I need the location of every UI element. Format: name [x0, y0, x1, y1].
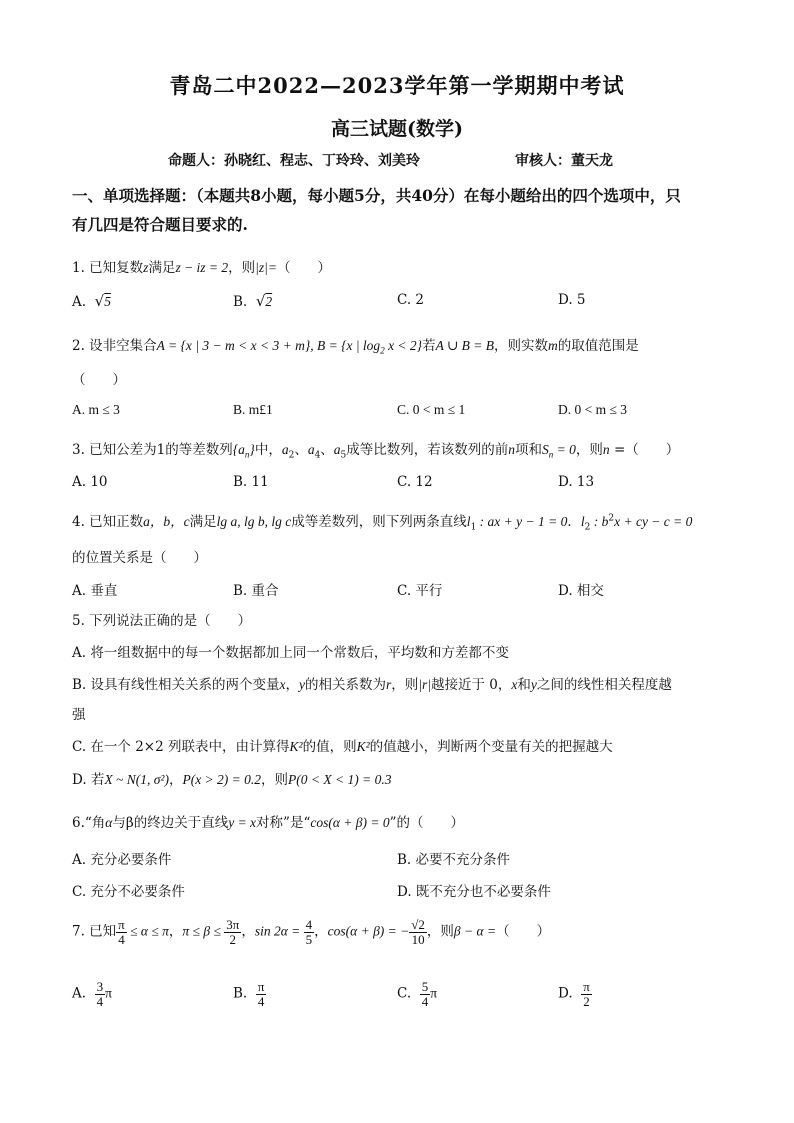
q5-d-dist: X ~ N(1, σ²) [104, 772, 169, 787]
pi: π [430, 985, 438, 1001]
q6-text: 对称”是“ [256, 815, 311, 831]
q2-option-d[interactable]: D. 0 < m ≤ 3 [558, 402, 628, 417]
option-fraction [95, 980, 106, 1008]
q4-logs: lg a, lg b, lg c [216, 514, 292, 529]
question-6 [72, 811, 464, 831]
q6-line: y = x [228, 815, 257, 830]
q6-option-d[interactable]: D. 既不充分也不必要条件 [397, 884, 551, 900]
pi: π [105, 985, 112, 1001]
exam-subtitle: 高三试题(数学) [331, 118, 463, 140]
section-heading-line1: 一、单项选择题：（本题共8小题，每小题5分，共40分）在每小题给出的四个选项中，只 [72, 186, 681, 205]
q3-text: 项和 [515, 442, 543, 458]
q3-seq-sub: n [244, 449, 250, 460]
q4-l1: l [466, 514, 471, 529]
q1-text: ，则 [228, 260, 256, 276]
sqrt-icon: √ [94, 292, 105, 310]
q7-fraction [224, 918, 241, 946]
q3-option-b[interactable]: B. 11 [233, 474, 269, 490]
option-letter: A. [72, 294, 87, 310]
q5-d-text: D. 若 [72, 772, 105, 788]
q5-b-text: B. 设具有线性相关关系的两个变量 [72, 677, 280, 693]
option-fraction [420, 980, 431, 1008]
q4-l2-sub: 2 [584, 522, 591, 533]
numerator: 3 [96, 979, 104, 994]
q5-b-abs-r: |r| [418, 677, 431, 692]
q1-text: 1. 已知复数 [72, 260, 144, 276]
numerator: 5 [421, 979, 429, 994]
q4-l2-eq-end: x + cy − c = 0 [614, 514, 693, 529]
q7-option-a[interactable] [72, 980, 112, 1008]
q5-b-text: 越接近于 0， [430, 677, 512, 693]
exam-title: 青岛二中2022—2023学年第一学期期中考试 [169, 73, 625, 98]
q2-text: ，则实数 [494, 338, 548, 354]
q7-option-d[interactable] [558, 980, 592, 1008]
q5-b-x: x [511, 677, 518, 692]
question-5: 5. 下列说法正确的是（ ） [72, 613, 252, 629]
denominator: 2 [229, 931, 237, 947]
q5-b-text: 之间的线性相关程度越 [536, 677, 672, 693]
q1-option-a[interactable] [72, 292, 111, 310]
option-fraction [256, 980, 267, 1008]
numerator: 4 [305, 917, 313, 932]
q5-d-prob: P(0 < X < 1) = 0.3 [288, 772, 392, 787]
q3-option-c[interactable]: C. 12 [397, 474, 433, 490]
q3-text: 中， [254, 442, 282, 458]
q4-l1-eq: : ax + y − 1 = 0 [476, 514, 568, 529]
q4-text: 满足 [189, 514, 217, 530]
q7-text: 7. 已知 [72, 923, 117, 940]
q4-text: 成等差数列，则下列两条直线 [291, 514, 467, 530]
q3-eq: = 0 [553, 442, 576, 457]
q4-dot: ． [567, 514, 581, 530]
q7-option-b[interactable] [233, 980, 266, 1008]
q5-option-d[interactable] [72, 768, 391, 788]
q7-fraction [409, 918, 427, 946]
q3-a5: a [333, 442, 341, 457]
q3-a2: a [281, 442, 289, 457]
q5-b-y: y [299, 677, 306, 692]
option-value: 5 [104, 294, 111, 309]
q7-option-c[interactable] [397, 980, 437, 1008]
q6-text: 6.“角 [72, 815, 106, 831]
q5-c-text: C. 在一个 2×2 列联表中，由计算得 [72, 739, 290, 755]
question-2 [72, 334, 639, 356]
option-letter: B. [233, 985, 248, 1002]
q7-sep: ，则 [426, 923, 454, 940]
option-letter: D. [558, 985, 573, 1002]
q4-text: 4. 已知正数 [72, 514, 144, 530]
q5-option-b-cont: 强 [72, 707, 86, 723]
option-letter: C. [397, 985, 412, 1002]
q7-fraction [116, 918, 127, 946]
q5-b-text: ， [285, 677, 300, 693]
q5-b-x: x [279, 677, 286, 692]
question-7 [72, 918, 550, 946]
q6-text: ”的（ ） [389, 815, 465, 831]
q7-cond: π ≤ β ≤ [182, 923, 225, 939]
sqrt-icon: √ [255, 292, 266, 310]
q1-equation: z − iz = 2 [175, 260, 229, 275]
q3-text: 成等比数列，若该数列的前 [346, 442, 509, 458]
q2-option-c[interactable]: C. 0 < m ≤ 1 [397, 402, 466, 417]
q4-stem-end: 的位置关系是（ ） [72, 550, 207, 566]
q3-a5-sub: 5 [340, 450, 347, 461]
q1-var: z [143, 260, 149, 275]
q2-option-b[interactable]: B. m£1 [233, 402, 273, 417]
q7-sep: ， [168, 923, 183, 940]
q6-text: 与β的终边关于直线 [112, 815, 229, 831]
q5-c-text: 的值越小，判断两个变量有关的把握越大 [369, 739, 613, 755]
q5-d-prob: P(x > 2) = 0.2 [182, 772, 262, 787]
option-letter: A. [72, 985, 87, 1002]
q2-text: 若 [422, 338, 436, 354]
q2-var: m [548, 338, 558, 353]
q5-c-k2: K² [289, 739, 303, 754]
denominator: 10 [411, 931, 425, 947]
q3-sep: 、 [320, 442, 334, 458]
q4-l1-sub: 1 [470, 522, 477, 533]
denominator: 2 [583, 993, 590, 1009]
q3-a4: a [307, 442, 315, 457]
q7-paren: （ ） [496, 923, 551, 940]
q2-sets: A = {x | 3 − m < x < 3 + m}, B = {x | log [156, 338, 381, 353]
q5-b-y: y [530, 677, 537, 692]
q5-b-r: r [386, 677, 392, 692]
q4-option-a[interactable]: A. 垂直 [72, 583, 118, 599]
denominator: 4 [96, 993, 104, 1009]
q3-text: ，则 [575, 442, 603, 458]
q5-c-text: 的值，则 [302, 739, 357, 755]
q7-cond: cos(α + β) = − [327, 923, 410, 939]
q5-c-k2: K² [356, 739, 370, 754]
authors: 命题人：孙晓红、程志、丁玲玲、刘美玲 [168, 153, 420, 169]
q5-d-text: ， [168, 772, 183, 788]
q5-d-text: ，则 [261, 772, 289, 788]
q7-cond: ≤ α ≤ π [126, 923, 169, 939]
q4-square: 2 [608, 513, 615, 524]
q3-option-a[interactable]: A. 10 [72, 474, 108, 490]
q1-text: 满足 [148, 260, 176, 276]
question-3 [72, 438, 679, 461]
q4-l2-eq: : b [590, 514, 609, 529]
q5-option-b[interactable] [72, 673, 672, 693]
q4-l2: l [580, 514, 585, 529]
q1-option-d[interactable]: D. 5 [558, 292, 586, 308]
q7-cond: sin 2α = [254, 923, 304, 939]
question-4 [72, 510, 692, 533]
q7-sep: ， [241, 923, 255, 940]
option-letter: B. [233, 294, 248, 310]
q2-text: 2. 设非空集合 [72, 338, 157, 354]
denominator: 4 [421, 993, 429, 1009]
q6-alpha: α [105, 815, 113, 830]
numerator: π [118, 917, 125, 932]
q2-text: 的取值范围是 [557, 338, 639, 354]
q5-option-c[interactable] [72, 735, 613, 755]
numerator: π [583, 979, 590, 994]
q2-paren: （ ） [72, 372, 126, 388]
numerator: π [257, 979, 265, 994]
q5-b-text: ，则 [391, 677, 419, 693]
q2-log-base: 2 [380, 345, 385, 356]
q6-cos: cos(α + β) = 0 [310, 815, 390, 830]
q1-option-b[interactable] [233, 292, 272, 310]
q3-sn: S [542, 442, 549, 457]
denominator: 4 [118, 931, 125, 947]
q4-vars: a，b，c [143, 514, 190, 529]
q2-sets-end: x < 2} [384, 338, 423, 353]
q3-a2-sub: 2 [288, 450, 295, 461]
q6-option-b[interactable]: B. 必要不充分条件 [397, 852, 511, 868]
q6-option-c[interactable]: C. 充分不必要条件 [72, 884, 185, 900]
q1-modulus: |z|= [255, 260, 277, 275]
q3-end: =（ ） [609, 442, 680, 458]
q3-sn-sub: n [548, 449, 554, 460]
q1-option-c[interactable]: C. 2 [397, 292, 425, 308]
denominator: 4 [257, 993, 265, 1009]
q4-option-d[interactable]: D. 相交 [558, 583, 604, 599]
q3-seq: {a [232, 442, 245, 457]
q5-option-a[interactable]: A. 将一组数据中的每一个数据都加上同一个常数后，平均数和方差都不变 [72, 645, 509, 661]
q6-option-a[interactable]: A. 充分必要条件 [72, 852, 172, 868]
q3-a4-sub: 4 [314, 450, 321, 461]
numerator: 3π [226, 917, 240, 932]
q4-option-b[interactable]: B. 重合 [233, 583, 279, 599]
q3-option-d[interactable]: D. 13 [558, 474, 595, 490]
q2-option-a[interactable]: A. m ≤ 3 [72, 402, 120, 417]
q7-fraction [304, 918, 315, 946]
q5-b-text: 的相关系数为 [305, 677, 387, 693]
question-1 [72, 256, 331, 276]
numerator: √2 [411, 917, 425, 932]
reviewer: 审核人：董天龙 [515, 153, 613, 169]
q1-paren: （ ） [276, 260, 331, 276]
q3-text: 3. 已知公差为1的等差数列 [72, 442, 233, 458]
section-heading-line2: 有几四是符合题目要求的. [72, 215, 248, 234]
option-value: 2 [265, 294, 273, 309]
q3-n: n [508, 442, 516, 457]
q3-n2: n [602, 442, 610, 457]
q3-seq-end: } [249, 442, 255, 457]
denominator: 5 [305, 931, 313, 947]
q5-b-text: 和 [517, 677, 531, 693]
q7-sep: ， [314, 923, 328, 940]
q2-union: A ∪ B = B [435, 338, 494, 353]
q3-sep: 、 [294, 442, 308, 458]
q7-target: β − α = [453, 923, 497, 939]
q4-option-c[interactable]: C. 平行 [397, 583, 443, 599]
option-fraction [581, 980, 592, 1008]
